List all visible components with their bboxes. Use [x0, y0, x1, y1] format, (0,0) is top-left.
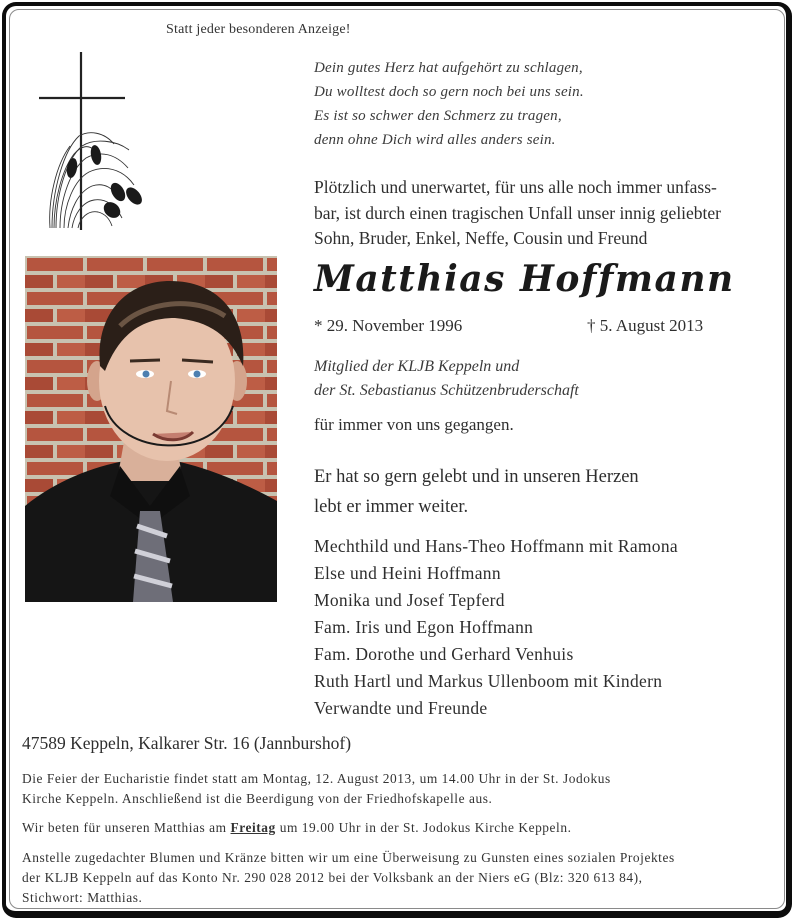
poem-line: denn ohne Dich wird alles anders sein. [314, 132, 556, 148]
prayer-text-before: Wir beten für unseren Matthias am [22, 820, 231, 835]
family-address: 47589 Keppeln, Kalkarer Str. 16 (Jannburshof) [22, 733, 352, 753]
donation-details [22, 848, 675, 908]
service-line: Die Feier der Eucharistie findet statt am Montag, 12. August 2013, um 14.00 Uhr in der St. Jodokus [22, 771, 611, 786]
intro-line: Sohn, Bruder, Enkel, Neffe, Cousin und Freund [314, 228, 648, 248]
poem-line: Dein gutes Herz hat aufgehört zu schlagen, [314, 60, 583, 76]
poem-line: Du wolltest doch so gern noch bei uns sein. [314, 84, 584, 100]
birth-date: * 29. November 1996 [314, 316, 463, 335]
donation-line: Stichwort: Matthias. [22, 890, 143, 905]
deceased-name: Matthias Hoffmann [314, 258, 735, 300]
prayer-day-highlight: Freitag [230, 820, 276, 835]
mourners-list [314, 533, 678, 722]
mourner: Verwandte und Freunde [314, 698, 488, 718]
cross-icon [34, 50, 164, 235]
mourner: Fam. Dorothe und Gerhard Venhuis [314, 644, 574, 664]
donation-line: Anstelle zugedachter Blumen und Kränze bitten wir um eine Überweisung zu Gunsten eines sozialen Projektes [22, 850, 675, 865]
mourner: Fam. Iris und Egon Hoffmann [314, 617, 534, 637]
service-line: Kirche Keppeln. Anschließend ist die Beerdigung von der Friedhofskapelle aus. [22, 791, 493, 806]
passing-text: für immer von uns gegangen. [314, 415, 514, 434]
intro-text [314, 175, 721, 252]
portrait-photo [25, 256, 277, 602]
donation-line: der KLJB Keppeln auf das Konto Nr. 290 028 2012 bei der Volksbank an der Niers eG (Blz: 320 613 84), [22, 870, 643, 885]
death-date: † 5. August 2013 [587, 316, 704, 335]
motto-line: Er hat so gern gelebt und in unseren Herzen [314, 467, 639, 487]
intro-line: Plötzlich und unerwartet, für uns alle noch immer unfass- [314, 177, 717, 197]
intro-line: bar, ist durch einen tragischen Unfall unser innig geliebter [314, 202, 722, 223]
prayer-text-after: um 19.00 Uhr in der St. Jodokus Kirche Keppeln. [275, 820, 572, 835]
membership-line: der St. Sebastianus Schützenbruderschaft [314, 382, 579, 399]
service-details [22, 769, 611, 809]
motto-line: lebt er immer weiter. [314, 497, 469, 517]
header-note: Statt jeder besonderen Anzeige! [166, 22, 351, 37]
mourner: Mechthild und Hans-Theo Hoffmann mit Ramona [314, 536, 678, 556]
prayer-details [22, 818, 571, 838]
membership-text [314, 355, 579, 403]
mourner: Monika und Josef Tepferd [314, 590, 505, 610]
membership-line: Mitglied der KLJB Keppeln und [314, 358, 520, 375]
motto-text [314, 462, 639, 522]
portrait-image [25, 256, 277, 602]
poem-line: Es ist so schwer den Schmerz zu tragen, [314, 108, 562, 124]
mourner: Ruth Hartl und Markus Ullenboom mit Kindern [314, 671, 663, 691]
poem [314, 56, 584, 152]
mourner: Else und Heini Hoffmann [314, 563, 501, 583]
